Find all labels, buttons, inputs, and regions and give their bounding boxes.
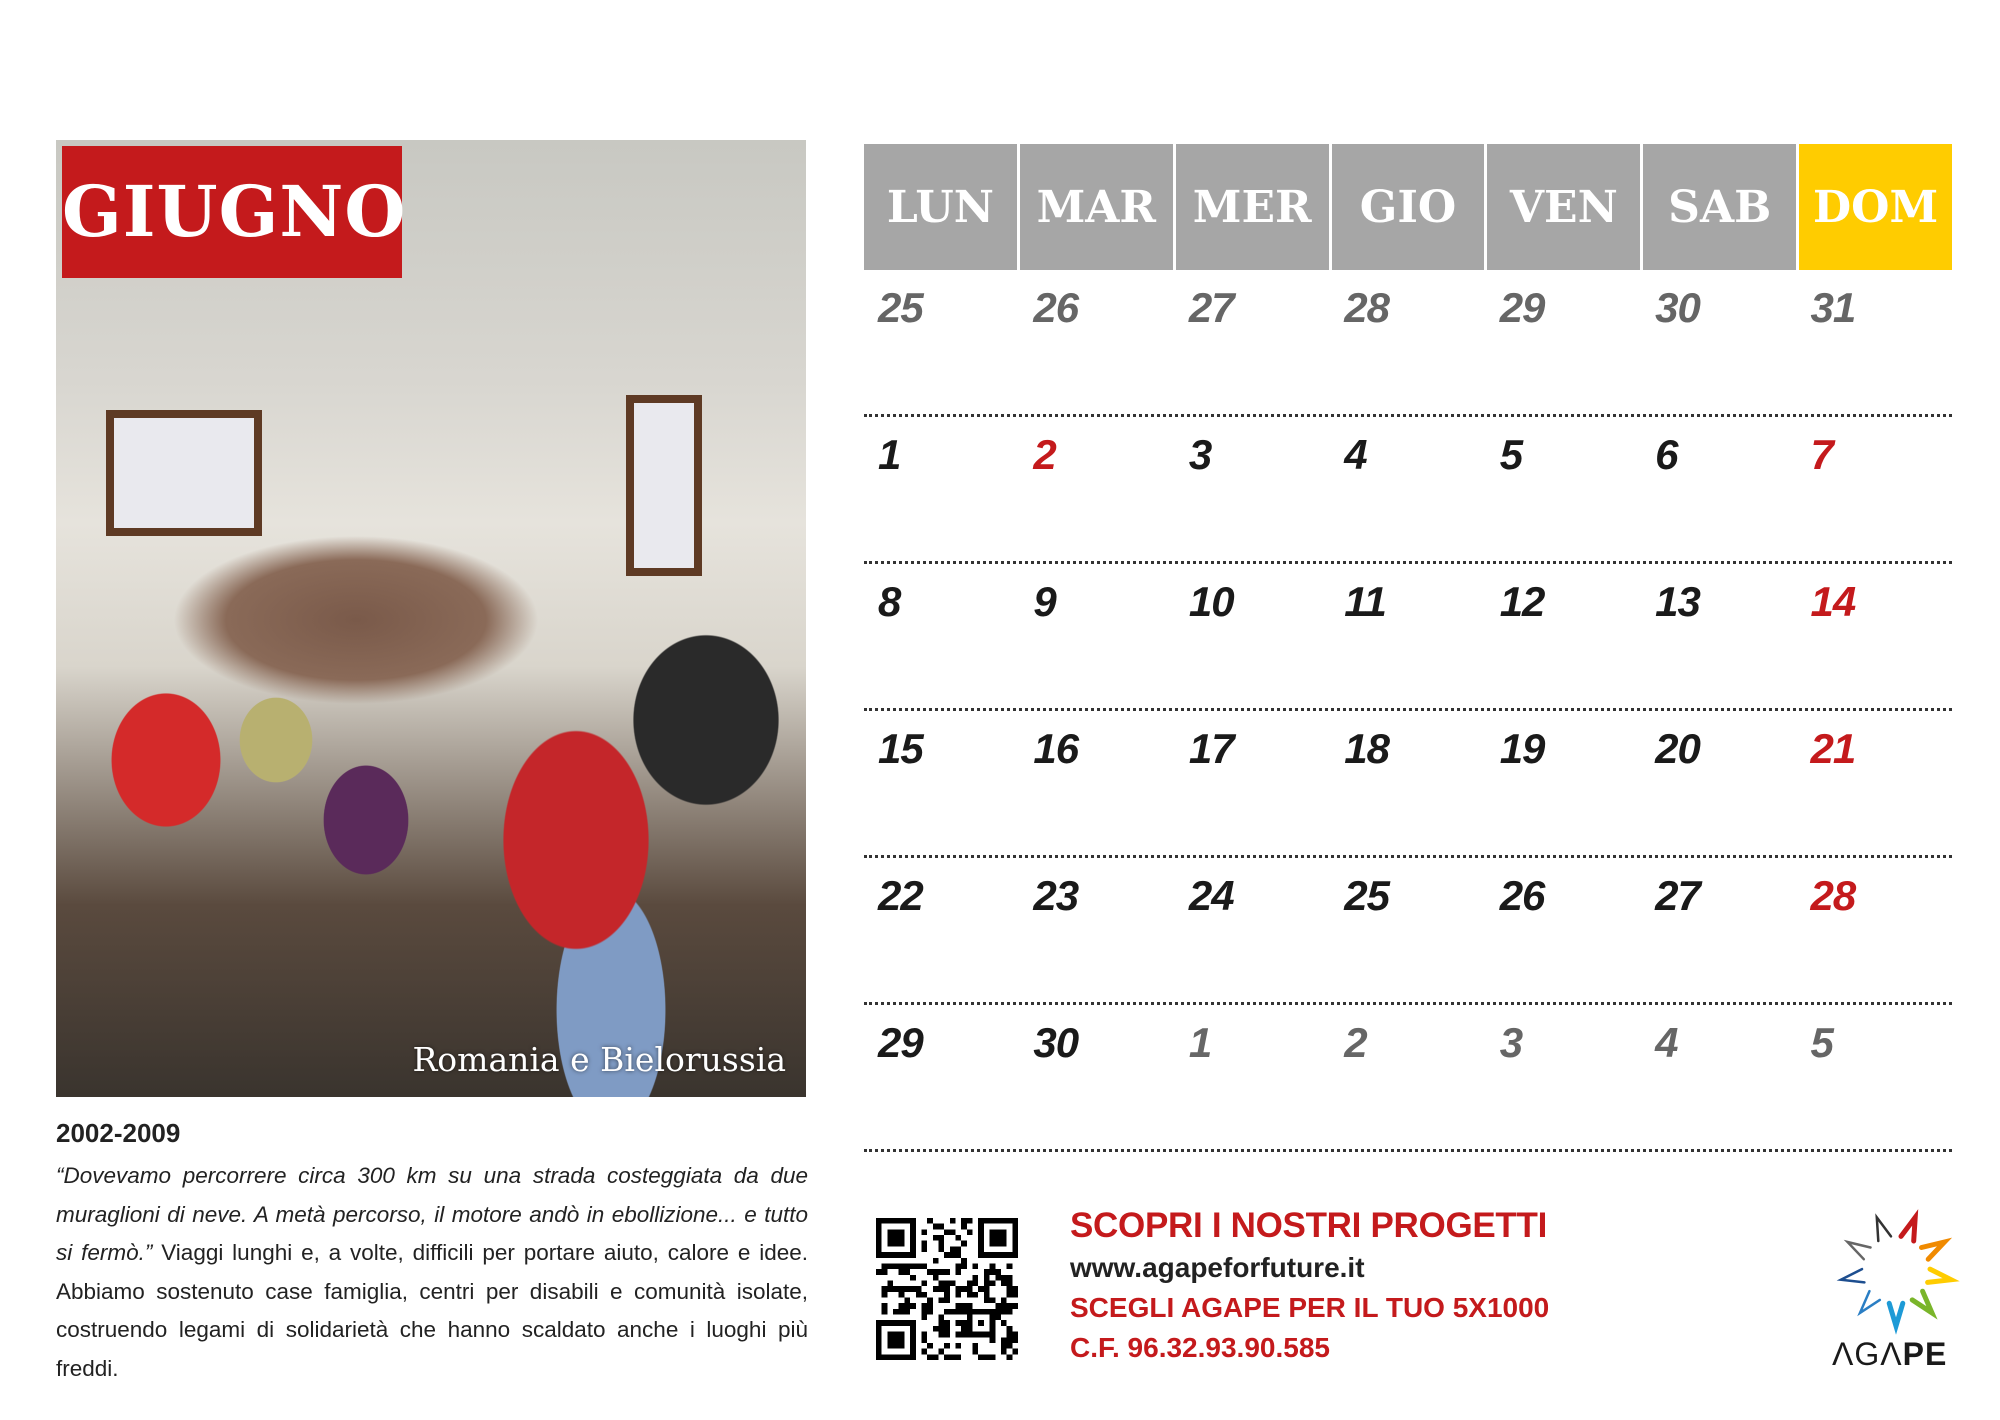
day-cell-other-month: 5	[1810, 1019, 1833, 1066]
qr-code-icon[interactable]	[876, 1218, 1018, 1360]
day-cell: 3	[1188, 431, 1212, 478]
day-cell: 13	[1655, 578, 1700, 625]
day-cell: 12	[1499, 578, 1545, 625]
weekday-lun: LUN	[864, 144, 1017, 270]
day-cell-other-month: 29	[1499, 284, 1545, 331]
calendar-grid	[864, 144, 1952, 1152]
day-cell: 26	[1499, 872, 1545, 919]
week-row	[864, 858, 1952, 1005]
day-cell: 18	[1344, 725, 1389, 772]
promo-block	[1070, 1206, 1549, 1372]
agape-logo	[1826, 1208, 1966, 1378]
week-row	[864, 417, 1952, 564]
promo-fiscal-code: C.F. 96.32.93.90.585	[1070, 1332, 1330, 1363]
day-cell-other-month: 25	[878, 284, 923, 331]
weekday-dom: DOM	[1799, 144, 1952, 270]
day-cell-other-month: 3	[1499, 1019, 1523, 1066]
logo-wordmark	[1832, 1336, 1947, 1373]
day-cell: 23	[1033, 872, 1079, 919]
day-cell: 1	[878, 431, 901, 478]
weekday-sab: SAB	[1643, 144, 1796, 270]
day-cell-other-month: 28	[1344, 284, 1389, 331]
description-years: 2002-2009	[56, 1118, 181, 1148]
logo-word-bold: PE	[1902, 1336, 1948, 1372]
description-body: Viaggi lunghi e, a volte, difficili per portare aiuto, calore e idee. Abbiamo sostenuto case famiglia, centri per disabili e comunità isolate, costruendo legami di solidarietà che hanno scaldato anche i luoghi più freddi.	[56, 1240, 808, 1381]
day-cell: 15	[878, 725, 923, 772]
description	[56, 1118, 808, 1388]
day-cell: 5	[1499, 431, 1523, 478]
day-cell: 19	[1499, 725, 1545, 772]
promo-5x1000: SCEGLI AGAPE PER IL TUO 5X1000	[1070, 1292, 1550, 1323]
weekday-header	[864, 144, 1952, 270]
logo-word-light: ΛGΛ	[1832, 1336, 1903, 1372]
day-cell: 9	[1033, 578, 1056, 625]
day-cell: 25	[1344, 872, 1389, 919]
week-row	[864, 564, 1952, 711]
day-cell: 27	[1655, 872, 1700, 919]
weekday-mar: MAR	[1020, 144, 1173, 270]
day-cell-other-month: 26	[1033, 284, 1079, 331]
day-cell: 22	[878, 872, 923, 919]
description-quote: “Dovevamo percorrere circa 300 km su una strada costeggiata da due muraglioni di neve. A metà percorso, il motore andò in ebollizione... e tutto si fermò.”	[56, 1163, 808, 1265]
weekday-mer: MER	[1176, 144, 1329, 270]
photo-caption: Romania e Bielorussia	[412, 1040, 786, 1079]
day-cell-other-month: 31	[1810, 284, 1856, 331]
day-cell-holiday: 21	[1810, 725, 1856, 772]
day-cell-holiday: 28	[1810, 872, 1856, 919]
day-cell: 17	[1188, 725, 1234, 772]
day-cell-other-month: 2	[1344, 1019, 1367, 1066]
day-cell: 11	[1344, 578, 1386, 625]
month-badge	[62, 146, 407, 278]
day-cell: 30	[1033, 1019, 1079, 1066]
weekday-gio: GIO	[1332, 144, 1485, 270]
weekday-ven: VEN	[1487, 144, 1640, 270]
day-cell: 20	[1655, 725, 1700, 772]
week-row	[864, 711, 1952, 858]
day-cell-holiday: 14	[1810, 578, 1856, 625]
month-title: GIUGNO	[62, 170, 407, 253]
week-row	[864, 1005, 1952, 1152]
photo-window-left	[106, 410, 262, 536]
day-cell-holiday: 7	[1810, 431, 1833, 478]
day-cell-other-month: 1	[1188, 1019, 1212, 1066]
promo-title: SCOPRI I NOSTRI PROGETTI	[1070, 1206, 1548, 1245]
day-cell: 6	[1655, 431, 1678, 478]
calendar-weeks	[864, 270, 1952, 1152]
day-cell: 8	[878, 578, 901, 625]
day-cell: 24	[1188, 872, 1234, 919]
day-cell-other-month: 30	[1655, 284, 1700, 331]
photo-window-right	[626, 395, 702, 576]
month-photo	[56, 140, 806, 1097]
day-cell-other-month: 4	[1655, 1019, 1678, 1066]
website-link[interactable]: www.agapeforfuture.it	[1070, 1252, 1365, 1283]
day-cell: 16	[1033, 725, 1079, 772]
day-cell: 10	[1188, 578, 1234, 625]
day-cell: 29	[878, 1019, 923, 1066]
day-cell: 4	[1344, 431, 1367, 478]
week-row	[864, 270, 1952, 417]
day-cell-other-month: 27	[1188, 284, 1234, 331]
description-text	[56, 1157, 808, 1388]
agape-star-icon	[1826, 1208, 1966, 1336]
day-cell-holiday: 2	[1033, 431, 1056, 478]
